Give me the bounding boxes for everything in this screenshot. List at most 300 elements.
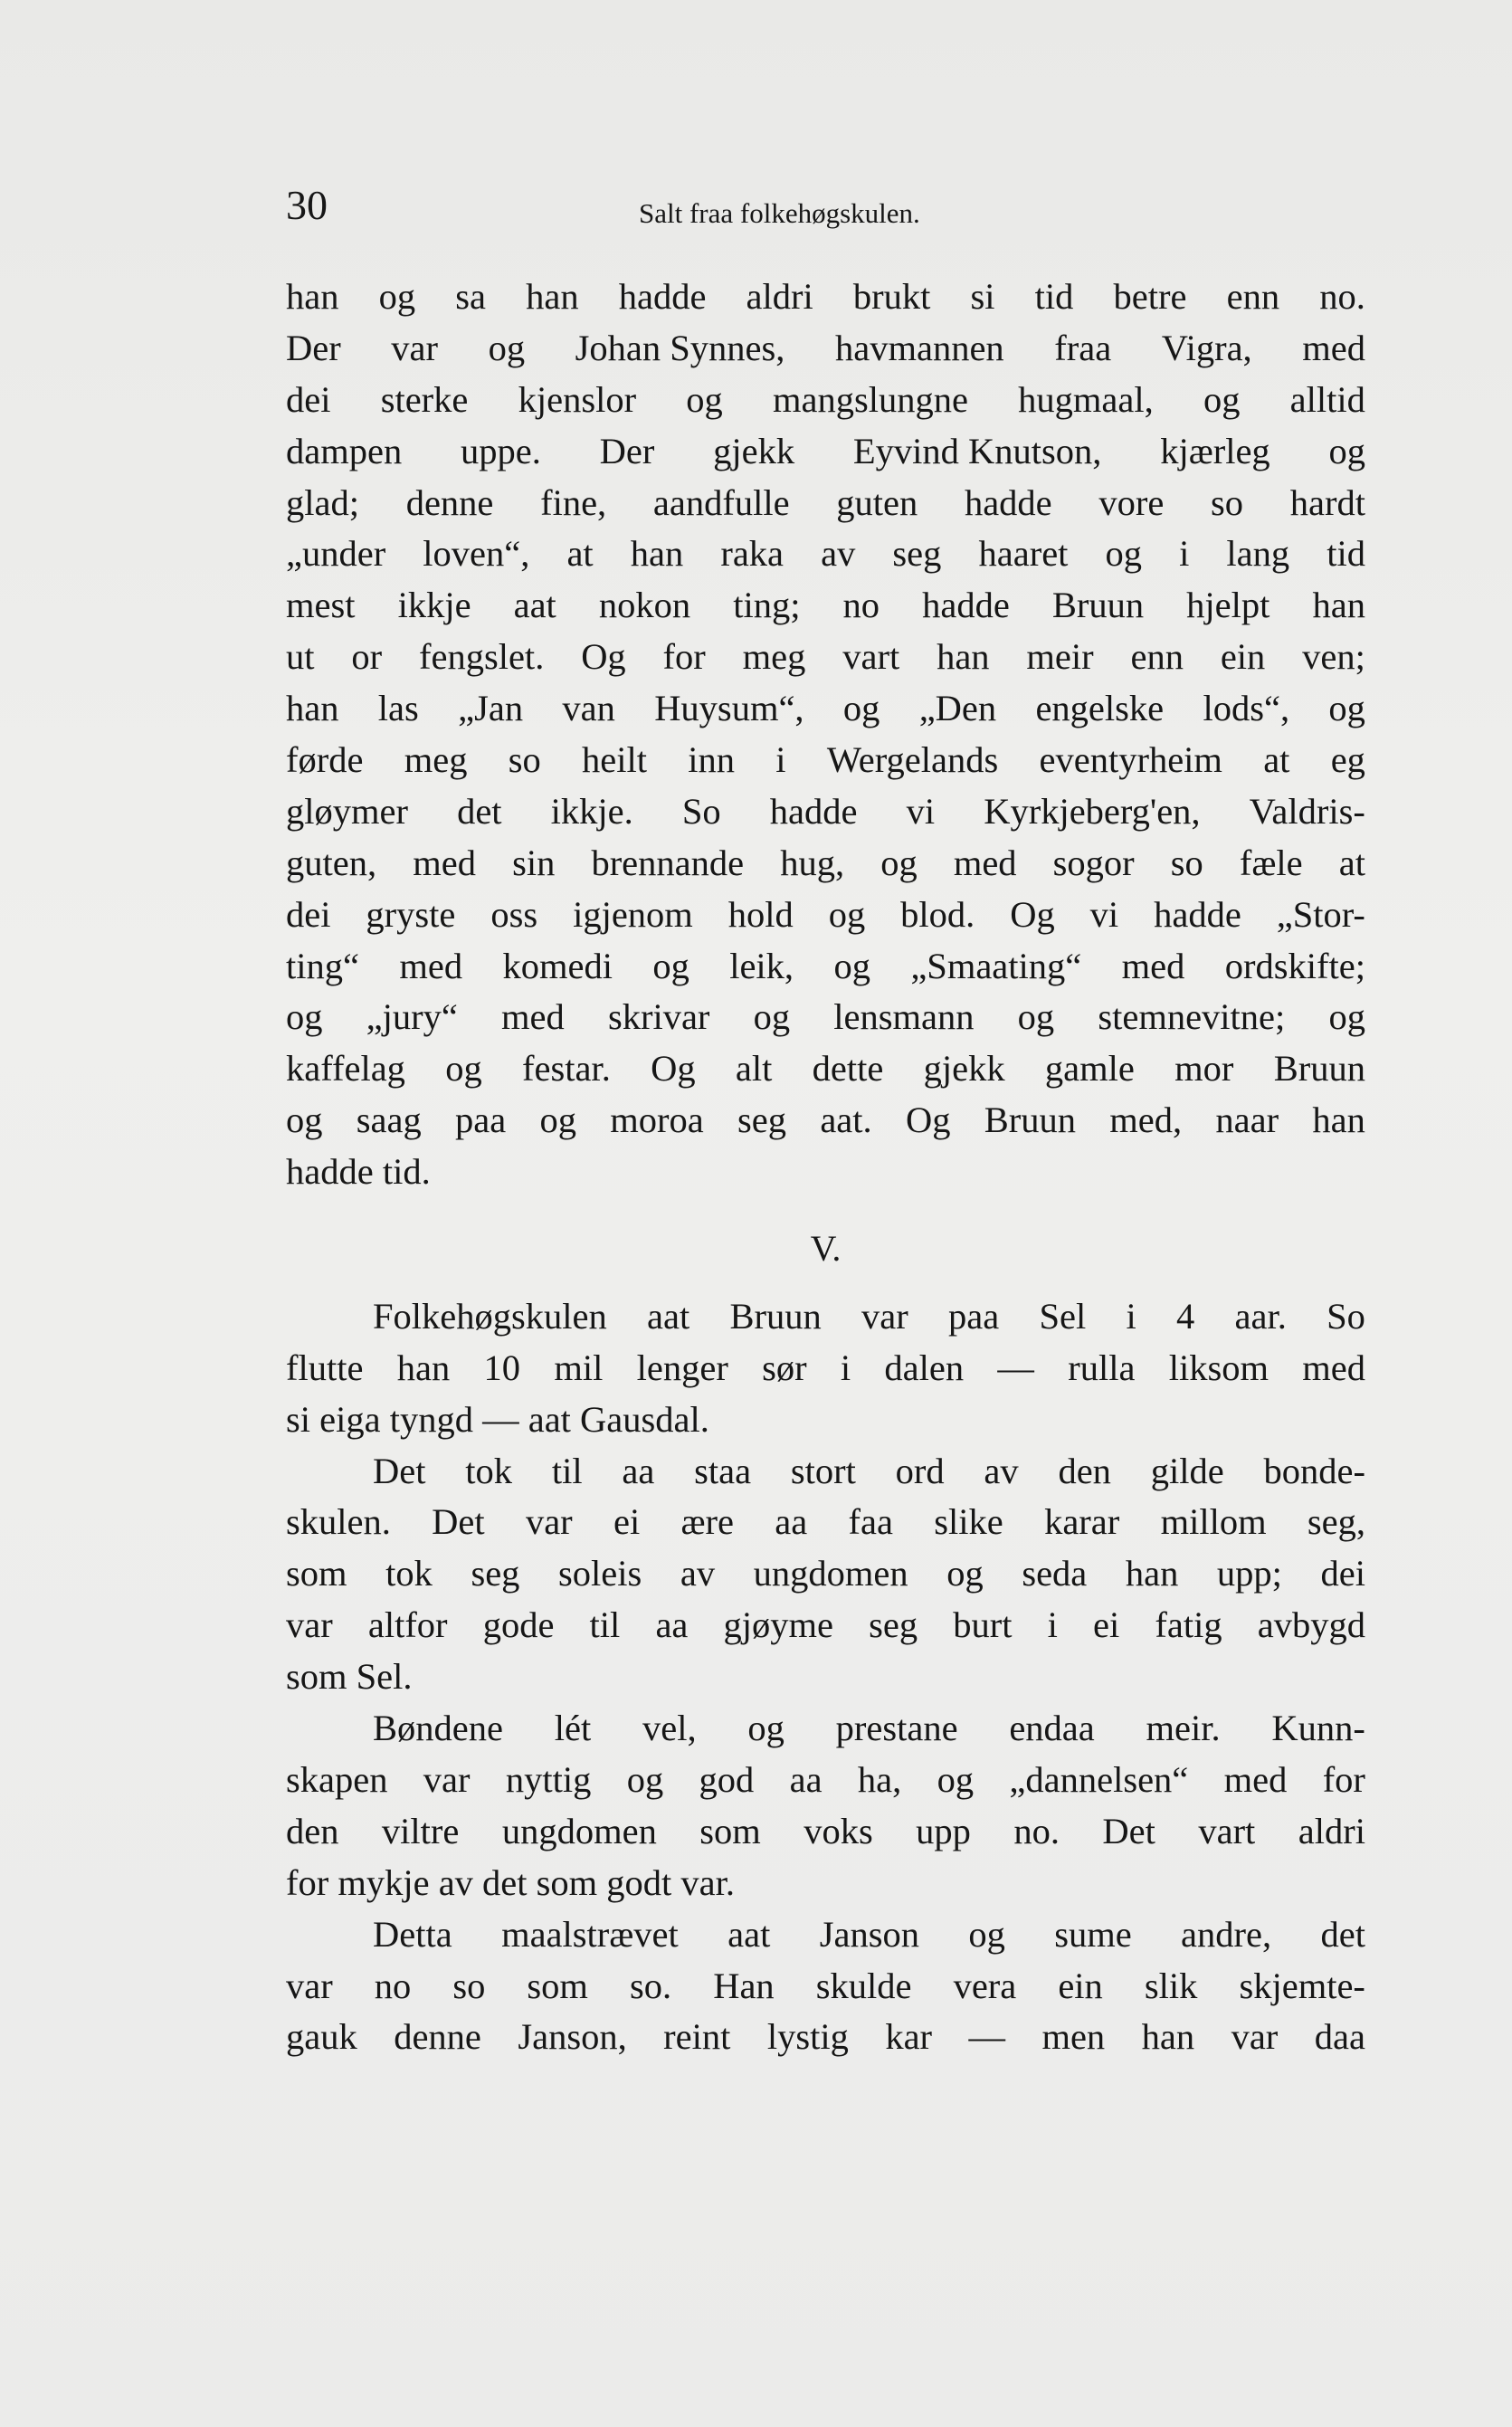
text-line [286, 1497, 1365, 1548]
word: han [1312, 585, 1365, 626]
word: Vigra, [1161, 327, 1252, 368]
word: millom [1160, 1501, 1267, 1543]
word: og [539, 1099, 577, 1141]
word: aa [655, 1604, 689, 1646]
text-line [286, 683, 1365, 735]
word: van [562, 688, 615, 729]
word: lystig [766, 2016, 849, 2058]
word: Og [651, 1048, 696, 1090]
word: sør [762, 1347, 807, 1388]
word: Og [1010, 893, 1055, 935]
text-line [286, 1858, 1365, 1909]
word: hug, [780, 842, 845, 883]
word: mor [1174, 1048, 1234, 1090]
word: — [968, 2016, 1005, 2058]
word: og [378, 276, 416, 317]
word: ha, [857, 1758, 902, 1800]
word: Kunn- [1271, 1708, 1365, 1749]
word: vi [1089, 893, 1119, 935]
word: til [551, 1450, 583, 1491]
word: stort [790, 1450, 856, 1491]
word: han [1125, 1553, 1179, 1594]
word: so [508, 739, 541, 781]
word: Bruun [1273, 1048, 1365, 1090]
word: og [286, 996, 323, 1038]
word: paa [948, 1295, 1000, 1337]
word: kjærleg [1160, 430, 1270, 471]
word: avbygd [1257, 1604, 1365, 1646]
word: flutte [286, 1347, 364, 1388]
text-line [286, 323, 1365, 375]
word: og [833, 945, 870, 986]
word: hadde [618, 276, 707, 317]
word: bonde- [1263, 1450, 1365, 1491]
word: ordskifte; [1224, 945, 1365, 986]
word: seg [737, 1099, 787, 1141]
word: ikkje. [550, 790, 633, 832]
word: gjekk [923, 1048, 1005, 1090]
word: og [747, 1708, 785, 1749]
text-line [286, 375, 1365, 426]
word: og [937, 1758, 975, 1800]
word: eventyrheim [1039, 739, 1222, 781]
text-line [286, 941, 1365, 993]
word: som [527, 1965, 588, 2006]
text-line [286, 1548, 1365, 1600]
word: lensmann [833, 996, 975, 1038]
word: aat [513, 585, 556, 626]
word: las [377, 688, 419, 729]
text-line [286, 271, 1365, 323]
word: lods“, [1203, 688, 1290, 729]
word: i [840, 1347, 851, 1388]
text-line [286, 1446, 1365, 1498]
word: ven; [1302, 636, 1365, 678]
section-heading: V. [810, 1228, 842, 1270]
word: han [286, 276, 339, 317]
word: skulde [815, 1965, 912, 2006]
word: raka [720, 533, 785, 575]
word: festar. [521, 1048, 611, 1090]
word: var [525, 1501, 573, 1543]
word: Der [286, 327, 341, 368]
word: han [937, 636, 990, 678]
text-line [286, 735, 1365, 786]
word: fine, [540, 481, 607, 523]
text-line [286, 838, 1365, 890]
word: paa [455, 1099, 507, 1141]
word: enn [1130, 636, 1184, 678]
word: gryste [366, 893, 456, 935]
text-line [286, 580, 1365, 632]
word: alltid [1289, 378, 1365, 420]
word: og [1105, 533, 1142, 575]
word: So [1327, 1295, 1365, 1337]
text-line [286, 528, 1365, 580]
word: liksom [1168, 1347, 1269, 1388]
word: enn [1226, 276, 1280, 317]
word: gilde [1150, 1450, 1224, 1491]
text-line [286, 1755, 1365, 1806]
word: skjemte- [1239, 1965, 1365, 2006]
word: Wergelands [826, 739, 999, 781]
word: som Sel. [286, 1656, 413, 1698]
word: so [1170, 842, 1203, 883]
word: aa [775, 1501, 808, 1543]
word: tid [1034, 276, 1074, 317]
text-line [286, 1909, 1365, 1961]
word: Janson, [518, 2016, 627, 2058]
word: no. [1013, 1810, 1060, 1851]
text-line [286, 1806, 1365, 1858]
word: inn [688, 739, 736, 781]
word: meir [1026, 636, 1094, 678]
word: Johan Synnes, [575, 327, 785, 368]
word: igjenom [573, 893, 693, 935]
word: vi [906, 790, 936, 832]
word: sogor [1052, 842, 1135, 883]
text-line [286, 1651, 1365, 1703]
word: eg [1330, 739, 1365, 781]
word: havmannen [835, 327, 1004, 368]
word: aat. [820, 1099, 872, 1141]
word: upp [916, 1810, 971, 1851]
word: seda [1022, 1553, 1088, 1594]
word: i [775, 739, 786, 781]
word: engelske [1035, 688, 1165, 729]
word: ære [680, 1501, 734, 1543]
word: — [997, 1347, 1034, 1388]
word: dalen [884, 1347, 965, 1388]
word: „Jan [458, 688, 524, 729]
word: med, [1109, 1099, 1183, 1141]
word: Der [599, 430, 655, 471]
word: nyttig [505, 1758, 592, 1800]
word: den [1058, 1450, 1111, 1491]
word: ein [1058, 1965, 1103, 2006]
word: med [953, 842, 1017, 883]
word: var [861, 1295, 908, 1337]
word: aa [789, 1758, 823, 1800]
page-header [286, 181, 1372, 235]
word: slike [934, 1501, 1003, 1543]
word: kaffelag [286, 1048, 405, 1090]
word: og [1328, 996, 1365, 1038]
word: og [652, 945, 689, 986]
word: ord [895, 1450, 945, 1491]
word: aat [647, 1295, 690, 1337]
word: med [501, 996, 565, 1038]
word: „Stor- [1276, 893, 1365, 935]
word: at [1263, 739, 1290, 781]
word: Bruun [1051, 585, 1145, 626]
word: „dannelsen“ [1009, 1758, 1189, 1800]
text-line [286, 1291, 1365, 1343]
word: ein [1220, 636, 1266, 678]
word: og [828, 893, 866, 935]
word: og [1203, 378, 1241, 420]
word: førde [286, 739, 364, 781]
word: og [488, 327, 526, 368]
word: vore [1098, 481, 1165, 523]
word: aa [622, 1450, 655, 1491]
word: Det [432, 1501, 485, 1543]
word: 4 [1176, 1295, 1195, 1337]
word: faa [848, 1501, 893, 1543]
word: skulen. [286, 1501, 391, 1543]
word: dei [286, 378, 331, 420]
word: han [286, 688, 339, 729]
word: av [680, 1553, 716, 1594]
word: or [351, 636, 383, 678]
word: denne [405, 481, 494, 523]
word: som [286, 1553, 347, 1594]
word: burt [953, 1604, 1013, 1646]
word: brukt [852, 276, 931, 317]
word: lang [1226, 533, 1290, 575]
word: av [984, 1450, 1019, 1491]
word: og [626, 1758, 664, 1800]
word: oss [490, 893, 538, 935]
text-line [286, 1095, 1365, 1147]
word: han [396, 1347, 451, 1388]
word: no. [1319, 276, 1365, 317]
word: reint [663, 2016, 731, 2058]
word: var [286, 1604, 333, 1646]
word: god [699, 1758, 755, 1800]
word: meg [742, 636, 806, 678]
word: i [1179, 533, 1190, 575]
word: ei [613, 1501, 641, 1543]
word: at [1338, 842, 1365, 883]
word: naar [1215, 1099, 1279, 1141]
word: fengslet. [418, 636, 545, 678]
word: rulla [1068, 1347, 1136, 1388]
word: sa [455, 276, 486, 317]
word: hjelpt [1186, 585, 1270, 626]
word: Og [905, 1099, 951, 1141]
word: glad; [286, 481, 359, 523]
word: gauk [286, 2016, 357, 2058]
word: aandfulle [652, 481, 790, 523]
section-v [286, 1291, 1365, 2063]
word: hadde tid. [286, 1151, 431, 1193]
word: vart [842, 636, 900, 678]
word: betre [1113, 276, 1187, 317]
word: den [286, 1810, 339, 1851]
word: haaret [978, 533, 1069, 575]
word: var [286, 1965, 333, 2006]
text-line [286, 2012, 1365, 2063]
word: for mykje av det som godt var. [286, 1861, 736, 1903]
word: seg [471, 1553, 520, 1594]
word: gjekk [713, 430, 795, 471]
word: mangslungne [772, 378, 968, 420]
word: meg [404, 739, 468, 781]
text-line [286, 478, 1365, 529]
word: Han [713, 1965, 775, 2006]
word: „jury“ [366, 996, 458, 1038]
word: meir. [1146, 1708, 1221, 1749]
word: Det [1102, 1810, 1155, 1851]
word: no [374, 1965, 412, 2006]
word: og [968, 1913, 1005, 1955]
word: staa [694, 1450, 752, 1491]
word: Bøndene [373, 1708, 503, 1749]
word: for [1322, 1758, 1365, 1800]
word: han [526, 276, 579, 317]
word: Sel [1039, 1295, 1087, 1337]
word: sterke [380, 378, 469, 420]
word: Og [581, 636, 626, 678]
word: med [413, 842, 476, 883]
word: med [1302, 327, 1365, 368]
word: ungdomen [753, 1553, 908, 1594]
word: lenger [636, 1347, 728, 1388]
word: tok [385, 1553, 433, 1594]
word: prestane [835, 1708, 958, 1749]
word: hadde [922, 585, 1010, 626]
word: og [286, 1099, 323, 1141]
word: til [589, 1604, 621, 1646]
body-text [286, 271, 1365, 2063]
word: var [1231, 2016, 1279, 2058]
word: skapen [286, 1758, 388, 1800]
word: han [1312, 1099, 1365, 1141]
word: loven“, [423, 533, 530, 575]
word: med [399, 945, 463, 986]
word: heilt [582, 739, 647, 781]
text-line [286, 426, 1365, 478]
word: med [1223, 1758, 1288, 1800]
word: var [423, 1758, 471, 1800]
word: var [391, 327, 439, 368]
word: lét [554, 1708, 592, 1749]
word: og [880, 842, 918, 883]
word: at [566, 533, 594, 575]
word: kar [885, 2016, 933, 2058]
word: for [662, 636, 706, 678]
word: si eiga tyngd — aat Gausdal. [286, 1398, 709, 1440]
word: saag [356, 1099, 422, 1141]
word: aldri [746, 276, 813, 317]
word: og [753, 996, 791, 1038]
word: med [1121, 945, 1185, 986]
word: slik [1144, 1965, 1198, 2006]
word: soleis [558, 1553, 642, 1594]
word: med [1302, 1347, 1365, 1388]
word: vel, [642, 1708, 697, 1749]
word: Detta [373, 1913, 452, 1955]
text-line [286, 1343, 1365, 1394]
word: fraa [1054, 327, 1112, 368]
word: hadde [964, 481, 1052, 523]
word: upp; [1216, 1553, 1282, 1594]
word: tok [465, 1450, 513, 1491]
word: og [842, 688, 880, 729]
word: si [970, 276, 995, 317]
word: dei [286, 893, 331, 935]
section-before-heading [286, 271, 1365, 1198]
word: altfor [367, 1604, 448, 1646]
word: og [1328, 430, 1365, 471]
word: fatig [1155, 1604, 1222, 1646]
word: i [1047, 1604, 1058, 1646]
word: Bruun [729, 1295, 822, 1337]
text-line [286, 1600, 1365, 1651]
word: endaa [1009, 1708, 1095, 1749]
word: guten, [286, 842, 377, 883]
word: gamle [1044, 1048, 1135, 1090]
word: dette [812, 1048, 884, 1090]
text-line [286, 1703, 1365, 1755]
word: det [1320, 1913, 1365, 1955]
word: fæle [1239, 842, 1303, 883]
word: aar. [1234, 1295, 1287, 1337]
word: sume [1054, 1913, 1132, 1955]
word: „under [286, 533, 386, 575]
word: alt [735, 1048, 773, 1090]
word: so. [630, 1965, 672, 2006]
word: som [699, 1810, 761, 1851]
word: gjøyme [723, 1604, 833, 1646]
word: kjenslor [518, 378, 637, 420]
text-line [286, 992, 1365, 1043]
word: hold [727, 893, 794, 935]
word: viltre [381, 1810, 460, 1851]
word: Eyvind Knutson, [852, 430, 1102, 471]
word: det [457, 790, 502, 832]
word: hardt [1289, 481, 1365, 523]
word: skrivar [607, 996, 710, 1038]
running-title: Salt fraa folkehøgskulen. [639, 197, 920, 229]
text-line [286, 1961, 1365, 2013]
word: mil [554, 1347, 604, 1388]
word: Det [373, 1450, 426, 1491]
word: Janson [819, 1913, 919, 1955]
word: no [842, 585, 880, 626]
word: maalstrævet [501, 1913, 679, 1955]
word: i [1126, 1295, 1136, 1337]
word: Bruun [984, 1099, 1076, 1141]
word: og [445, 1048, 482, 1090]
word: vera [953, 1965, 1017, 2006]
word: stemnevitne; [1098, 996, 1286, 1038]
word: leik, [729, 945, 794, 986]
word: „Den [918, 688, 997, 729]
text-line [286, 1394, 1365, 1446]
word: komedi [502, 945, 613, 986]
word: seg [869, 1604, 918, 1646]
text-line [286, 1043, 1365, 1095]
word: han [1141, 2016, 1195, 2058]
text-line [286, 1147, 1365, 1198]
word: ei [1093, 1604, 1120, 1646]
word: og [686, 378, 723, 420]
word: brennande [591, 842, 745, 883]
word: dampen [286, 430, 403, 471]
word: so [452, 1965, 486, 2006]
word: hadde [1154, 893, 1241, 935]
word: mest [286, 585, 356, 626]
word: ikkje [397, 585, 471, 626]
word: gløymer [286, 790, 408, 832]
word: ut [286, 636, 315, 678]
word: Folkehøgskulen [373, 1295, 607, 1337]
word: andre, [1181, 1913, 1272, 1955]
word: ting; [733, 585, 801, 626]
word: men [1041, 2016, 1106, 2058]
